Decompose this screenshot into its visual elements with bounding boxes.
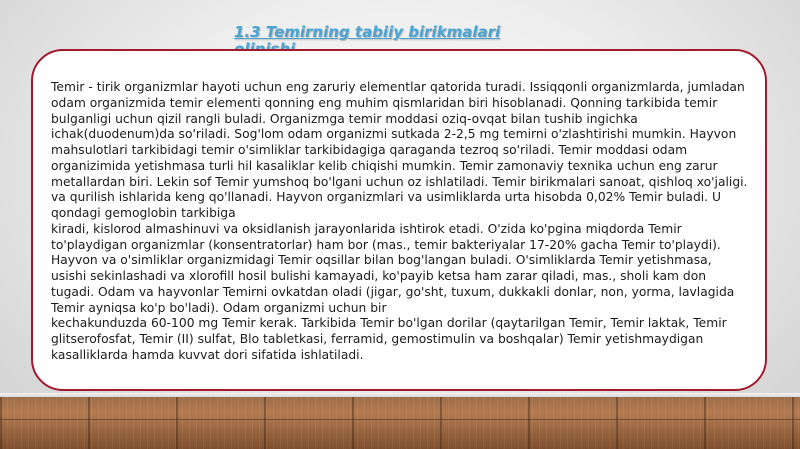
paragraph-3: kechakunduzda 60-100 mg Temir kerak. Tarkibida Temir bo'lgan dorilar (qaytarilgan Temir, Temir laktak, Temir glitserofosfat, Temir (II) sulfat, Blo tabletkasi, ferramid, gemostimulin va boshqalar) Temir yetishmaydigan kasalliklarda hamda kuvvat dori sifatida ishlatiladi. [51, 316, 727, 362]
paragraph-1: Temir - tirik organizmlar hayoti uchun eng zaruriy elementlar qatorida turadi. Issiqqonli organizmlarda, jumladan odam organizmida temir elementi qonning eng muhim qismlaridan biri hisoblanadi. Qonning tarkibida temir bulganligi uchun qizil rangli buladi. Organizmga temir moddasi oziq-ovqat bilan tushib ingichka ichak(duodenum)da so'riladi. Sog'lom odam organizmi sutkada 2-2,5 mg temirni o'zlashtirishi mumkin. Hayvon mahsulotlari tarkibidagi temir o'simliklar tarkibidagiga qaraganda tezroq so'riladi. Temir moddasi odam organizimida yetishmasa turli hil kasaliklar kelib chiqishi mumkin. Temir zamonaviy texnika uchun eng zarur metallardan biri. Lekin sof Temir yumshoq bo'lgani uchun oz ishlatiladi. Temir birikmalari sanoat, qishloq xo'jaligi. va qurilish ishlarida keng qo'llanadi. Hayvon organizmlari va usimliklarda urta hisobda 0,02% Temir buladi. U qondagi gemoglobin tarkibiga [51, 80, 748, 220]
slide-title: 1.3 Temirning tabiiy birikmalari [234, 23, 501, 41]
paragraph-2: kiradi, kislorod almashinuvi va oksidlanish jarayonlarida ishtirok etadi. O'zida ko'pgina miqdorda Temir to'playdigan organizmlar (konsentratorlar) ham bor (mas., temir bakteriyalar 17-20% gacha Temir to'playdi). Hayvon va o'simliklar organizmidagi Temir oqsillar bilan bog'langan buladi. O'simliklarda Temir yetishmasa, usishi sekinlashadi va xlorofill hosil bulishi kamayadi, ko'payib ketsa ham zarar qiladi, mas., sholi kam don tugadi. Odam va hayvonlar Temirni ovkatdan oladi (jigar, go'sht, tuxum, dukkakli donlar, non, yorma, lavlagida Temir ayniqsa ko'p bo'ladi). Odam organizmi uchun bir [51, 221, 735, 315]
wooden-floor-background [0, 393, 800, 449]
content-card [31, 49, 767, 391]
